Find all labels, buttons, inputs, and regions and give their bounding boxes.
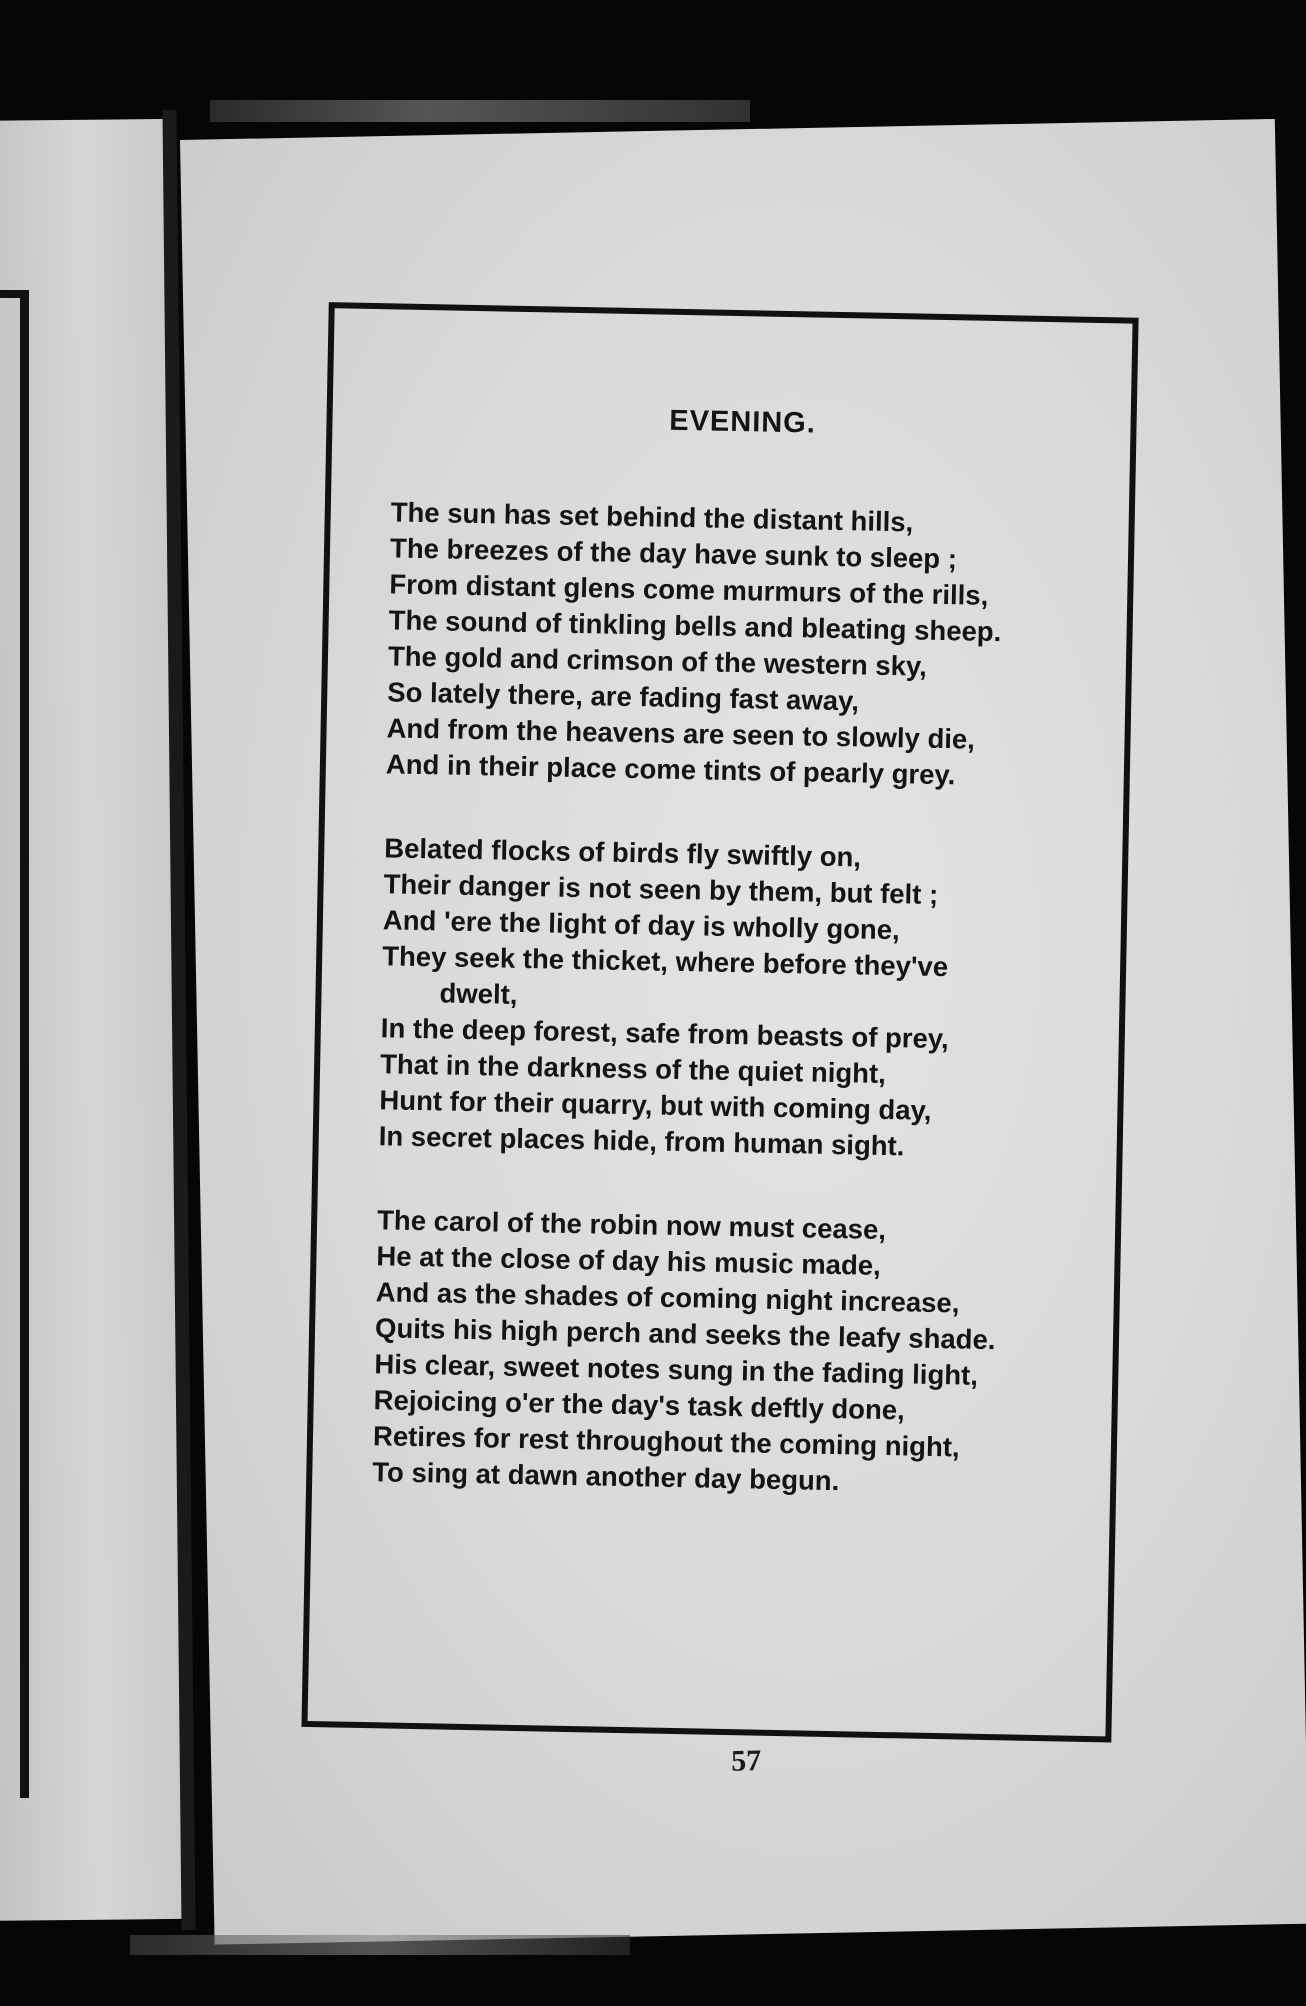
poem-line: The carol of the robin now must cease, (376, 1204, 887, 1246)
poem-line: In secret places hide, from human sight. (378, 1120, 905, 1162)
poem-line: The gold and crimson of the western sky, (387, 640, 928, 682)
poem-line: Belated flocks of birds fly swiftly on, (384, 832, 862, 873)
poem-line: In the deep forest, safe from beasts of prey, (380, 1012, 950, 1055)
poem-line: So lately there, are fading fast away, (387, 676, 860, 717)
stanza-2 (378, 830, 1084, 1167)
poem-line: The breezes of the day have sunk to sleep ; (389, 532, 958, 575)
poem-line: His clear, sweet notes sung in the fading light, (374, 1348, 979, 1391)
poem-border-frame (301, 302, 1138, 1742)
previous-page-border (0, 290, 29, 1798)
poem-line: Hunt for their quarry, but with coming day, (379, 1084, 932, 1126)
book-page (180, 119, 1306, 1945)
stanza-1 (386, 494, 1091, 795)
poem-line-continuation: dwelt, (439, 977, 518, 1010)
page-number: 57 (730, 1744, 762, 1778)
poem-line: Retires for rest throughout the coming night, (372, 1420, 960, 1463)
poem-line: Quits his high perch and seeks the leafy shade. (374, 1312, 996, 1356)
poem-line: Their danger is not seen by them, but felt ; (383, 868, 939, 910)
scan-edge-bottom (130, 1935, 630, 1955)
poem-line: They seek the thicket, where before they've (381, 940, 949, 983)
poem-line: To sing at dawn another day begun. (372, 1456, 840, 1497)
poem-line: And in their place come tints of pearly grey. (385, 748, 956, 791)
poem-line: And as the shades of coming night increase, (375, 1276, 960, 1319)
stanza-3 (372, 1202, 1077, 1503)
poem-line: He at the close of day his music made, (376, 1240, 882, 1281)
poem-line: That in the darkness of the quiet night, (379, 1048, 887, 1089)
poem-title: EVENING. (668, 404, 817, 440)
poem-line: The sound of tinkling bells and bleating sheep. (388, 604, 1002, 648)
poem-line: And from the heavens are seen to slowly die, (386, 712, 976, 755)
scan-edge-top (210, 100, 750, 122)
poem (371, 399, 1093, 1551)
poem-line: The sun has set behind the distant hills, (390, 496, 914, 538)
poem-line: And 'ere the light of day is wholly gone, (382, 904, 901, 946)
poem-line: From distant glens come murmurs of the rills, (389, 568, 989, 611)
poem-line: Rejoicing o'er the day's task deftly done, (373, 1384, 906, 1426)
